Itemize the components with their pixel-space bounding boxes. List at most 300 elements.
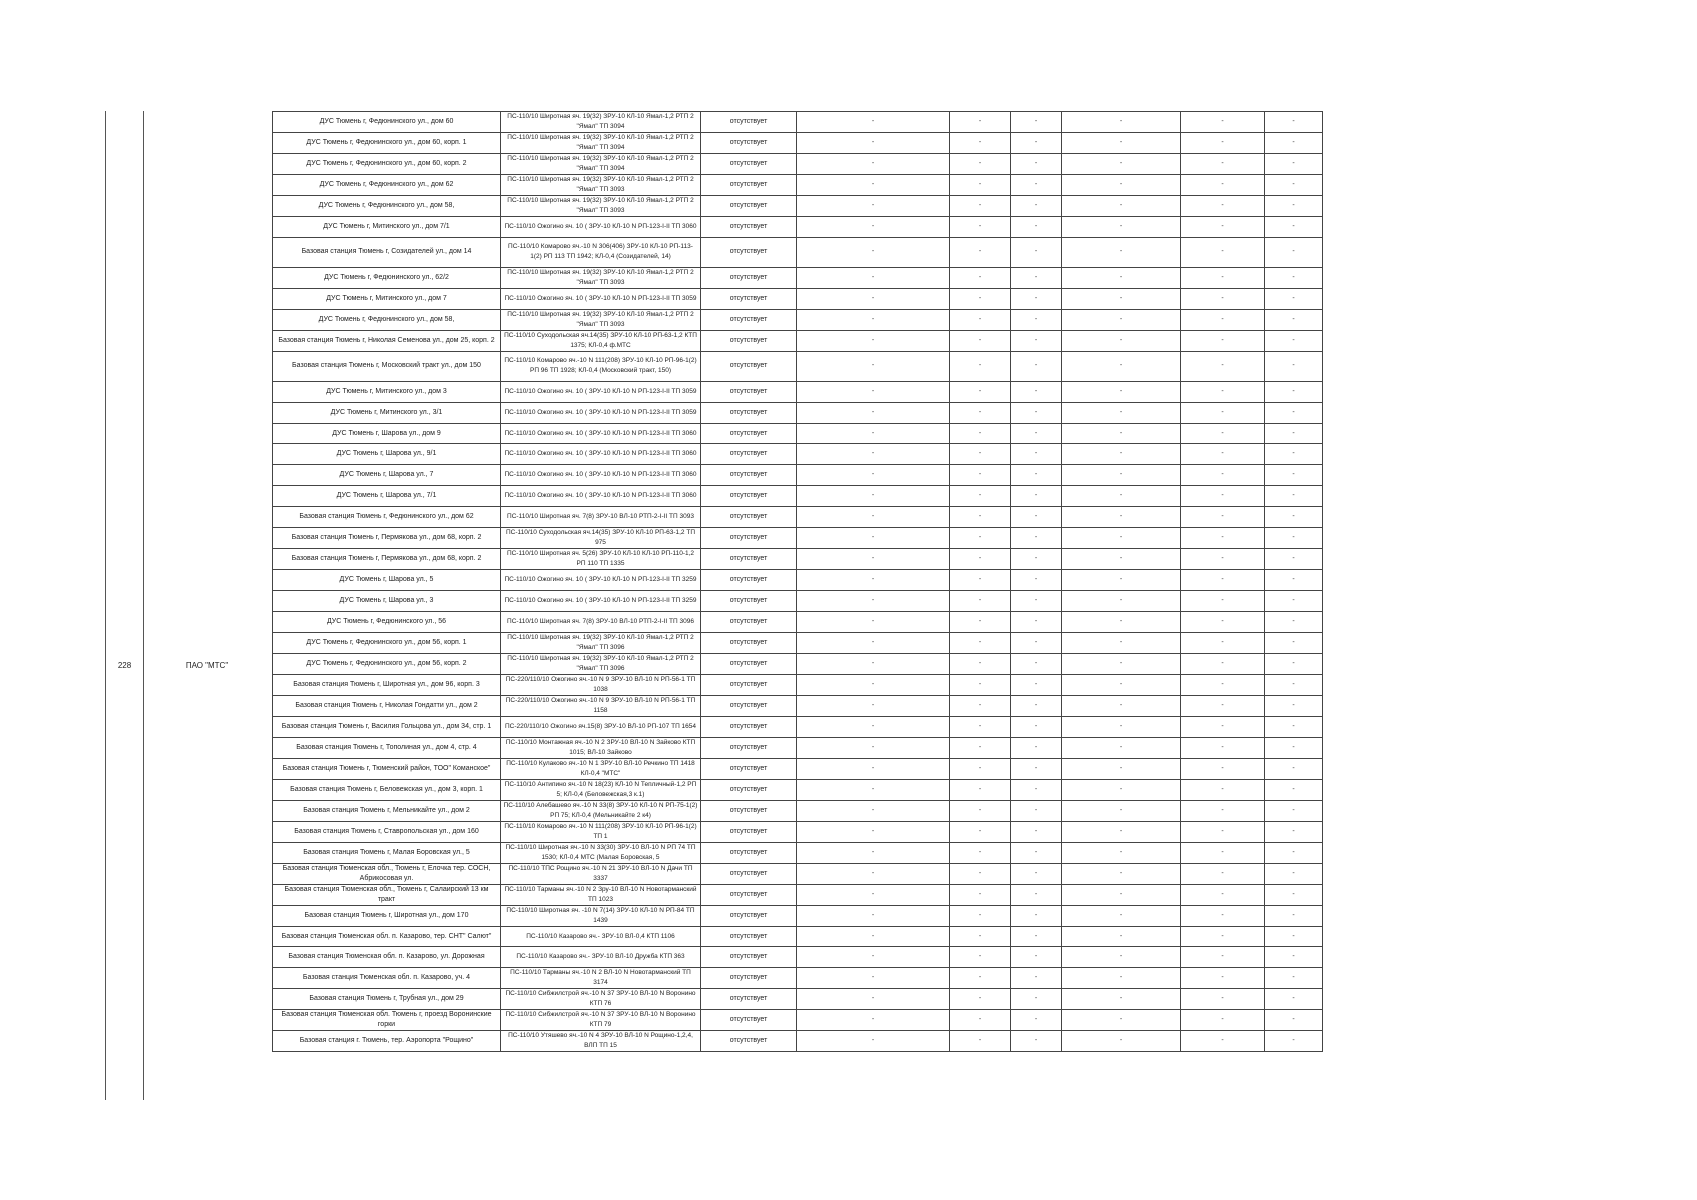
empty-value-cell: - bbox=[1181, 1031, 1265, 1052]
empty-value-cell: - bbox=[1011, 570, 1062, 591]
empty-value-cell: - bbox=[1011, 381, 1062, 402]
empty-value-cell: - bbox=[797, 486, 950, 507]
empty-value-cell: - bbox=[797, 196, 950, 217]
power-source-cell: ПС-110/10 Ожогино яч. 10 ( ЗРУ-10 КЛ-10 N РП-123-I-II ТП 3060 bbox=[501, 423, 701, 444]
empty-value-cell: - bbox=[950, 674, 1011, 695]
status-cell: отсутствует bbox=[701, 758, 797, 779]
empty-value-cell: - bbox=[797, 989, 950, 1010]
table-row bbox=[273, 926, 1323, 947]
empty-value-cell: - bbox=[1265, 821, 1323, 842]
empty-value-cell: - bbox=[1062, 590, 1181, 611]
power-source-cell: ПС-110/10 Суходольская яч.14(35) ЗРУ-10 КЛ-10 РП-63-1,2 ТП 975 bbox=[501, 528, 701, 549]
table-row bbox=[273, 330, 1323, 351]
empty-value-cell: - bbox=[1062, 267, 1181, 288]
power-source-cell: ПС-110/10 Широтная яч. 19(32) ЗРУ-10 КЛ-10 Ямал-1,2 РТП 2 "Ямал" ТП 3096 bbox=[501, 653, 701, 674]
empty-value-cell: - bbox=[950, 884, 1011, 905]
status-cell: отсутствует bbox=[701, 611, 797, 632]
table-row bbox=[273, 444, 1323, 465]
power-source-cell: ПС-110/10 Казарово яч.- ЗРУ-10 ВЛ-0,4 КТП 1106 bbox=[501, 926, 701, 947]
empty-value-cell: - bbox=[950, 549, 1011, 570]
empty-value-cell: - bbox=[1265, 590, 1323, 611]
empty-value-cell: - bbox=[1265, 351, 1323, 381]
power-source-cell: ПС-110/10 Широтная яч. -10 N 7(14) ЗРУ-10 КЛ-10 N РП-84 ТП 1439 bbox=[501, 905, 701, 926]
empty-value-cell: - bbox=[950, 611, 1011, 632]
empty-value-cell: - bbox=[1265, 968, 1323, 989]
empty-value-cell: - bbox=[1062, 351, 1181, 381]
empty-value-cell: - bbox=[797, 528, 950, 549]
empty-value-cell: - bbox=[950, 267, 1011, 288]
empty-value-cell: - bbox=[1062, 1031, 1181, 1052]
table-row bbox=[273, 1010, 1323, 1031]
empty-value-cell: - bbox=[1181, 758, 1265, 779]
status-cell: отсутствует bbox=[701, 905, 797, 926]
status-cell: отсутствует bbox=[701, 330, 797, 351]
empty-value-cell: - bbox=[1011, 549, 1062, 570]
empty-value-cell: - bbox=[1011, 863, 1062, 884]
status-cell: отсутствует bbox=[701, 112, 797, 133]
empty-value-cell: - bbox=[1011, 821, 1062, 842]
table-row bbox=[273, 905, 1323, 926]
connections-table bbox=[272, 111, 1323, 1052]
power-source-cell: ПС-110/10 Сибжилстрой яч.-10 N 37 ЗРУ-10 ВЛ-10 N Воронино КТП 76 bbox=[501, 989, 701, 1010]
table-row bbox=[273, 154, 1323, 175]
empty-value-cell: - bbox=[950, 423, 1011, 444]
status-cell: отсутствует bbox=[701, 674, 797, 695]
empty-value-cell: - bbox=[950, 154, 1011, 175]
empty-value-cell: - bbox=[797, 549, 950, 570]
empty-value-cell: - bbox=[1181, 217, 1265, 238]
table-row bbox=[273, 549, 1323, 570]
empty-value-cell: - bbox=[1181, 863, 1265, 884]
empty-value-cell: - bbox=[1265, 842, 1323, 863]
empty-value-cell: - bbox=[1062, 133, 1181, 154]
empty-value-cell: - bbox=[1062, 112, 1181, 133]
empty-value-cell: - bbox=[1181, 570, 1265, 591]
empty-value-cell: - bbox=[950, 112, 1011, 133]
status-cell: отсутствует bbox=[701, 154, 797, 175]
table-row bbox=[273, 351, 1323, 381]
table-row bbox=[273, 133, 1323, 154]
empty-value-cell: - bbox=[1265, 507, 1323, 528]
empty-value-cell: - bbox=[1011, 653, 1062, 674]
empty-value-cell: - bbox=[1011, 674, 1062, 695]
empty-value-cell: - bbox=[1011, 267, 1062, 288]
table-row bbox=[273, 402, 1323, 423]
empty-value-cell: - bbox=[1181, 444, 1265, 465]
empty-value-cell: - bbox=[1181, 716, 1265, 737]
empty-value-cell: - bbox=[1181, 330, 1265, 351]
status-cell: отсутствует bbox=[701, 486, 797, 507]
object-cell: ДУС Тюмень г, Митинского ул., дом 7/1 bbox=[273, 217, 501, 238]
empty-value-cell: - bbox=[1011, 611, 1062, 632]
status-cell: отсутствует bbox=[701, 465, 797, 486]
empty-value-cell: - bbox=[1062, 288, 1181, 309]
power-source-cell: ПС-110/10 Широтная яч. 19(32) ЗРУ-10 КЛ-10 Ямал-1,2 РТП 2 "Ямал" ТП 3093 bbox=[501, 196, 701, 217]
status-cell: отсутствует bbox=[701, 653, 797, 674]
empty-value-cell: - bbox=[1062, 465, 1181, 486]
empty-value-cell: - bbox=[1011, 758, 1062, 779]
status-cell: отсутствует bbox=[701, 947, 797, 968]
power-source-cell: ПС-110/10 Сибжилстрой яч.-10 N 37 ЗРУ-10 ВЛ-10 N Воронино КТП 79 bbox=[501, 1010, 701, 1031]
status-cell: отсутствует bbox=[701, 590, 797, 611]
empty-value-cell: - bbox=[1181, 800, 1265, 821]
empty-value-cell: - bbox=[1265, 632, 1323, 653]
empty-value-cell: - bbox=[1265, 175, 1323, 196]
empty-value-cell: - bbox=[950, 821, 1011, 842]
empty-value-cell: - bbox=[950, 905, 1011, 926]
table-row bbox=[273, 465, 1323, 486]
empty-value-cell: - bbox=[1181, 968, 1265, 989]
empty-value-cell: - bbox=[950, 288, 1011, 309]
power-source-cell: ПС-110/10 Тарманы яч.-10 N 2 Зру-10 ВЛ-10 N Новотарманский ТП 1023 bbox=[501, 884, 701, 905]
empty-value-cell: - bbox=[1011, 590, 1062, 611]
power-source-cell: ПС-110/10 Алебашево яч.-10 N 33(8) ЗРУ-10 КЛ-10 N РП-75-1(2) РП 75; КЛ-0,4 (Мельникайте 2 к4) bbox=[501, 800, 701, 821]
empty-value-cell: - bbox=[797, 507, 950, 528]
power-source-cell: ПС-110/10 Широтная яч. 19(32) ЗРУ-10 КЛ-10 Ямал-1,2 РТП 2 "Ямал" ТП 3094 bbox=[501, 154, 701, 175]
empty-value-cell: - bbox=[797, 237, 950, 267]
empty-value-cell: - bbox=[1011, 196, 1062, 217]
empty-value-cell: - bbox=[950, 507, 1011, 528]
empty-value-cell: - bbox=[950, 1010, 1011, 1031]
empty-value-cell: - bbox=[1062, 486, 1181, 507]
empty-value-cell: - bbox=[1011, 351, 1062, 381]
empty-value-cell: - bbox=[1265, 674, 1323, 695]
empty-value-cell: - bbox=[1265, 947, 1323, 968]
status-cell: отсутствует bbox=[701, 133, 797, 154]
status-cell: отсутствует bbox=[701, 237, 797, 267]
status-cell: отсутствует bbox=[701, 716, 797, 737]
empty-value-cell: - bbox=[1181, 267, 1265, 288]
object-cell: Базовая станция Тюмень г, Пермякова ул., дом 68, корп. 2 bbox=[273, 549, 501, 570]
empty-value-cell: - bbox=[1062, 381, 1181, 402]
empty-value-cell: - bbox=[1062, 674, 1181, 695]
empty-value-cell: - bbox=[1011, 989, 1062, 1010]
power-source-cell: ПС-110/10 Ожогино яч. 10 ( ЗРУ-10 КЛ-10 N РП-123-I-II ТП 3060 bbox=[501, 217, 701, 238]
status-cell: отсутствует bbox=[701, 863, 797, 884]
empty-value-cell: - bbox=[1062, 863, 1181, 884]
power-source-cell: ПС-110/10 Широтная яч. 7(8) ЗРУ-10 ВЛ-10 РТП-2-I-II ТП 3093 bbox=[501, 507, 701, 528]
table-row bbox=[273, 863, 1323, 884]
empty-value-cell: - bbox=[797, 905, 950, 926]
empty-value-cell: - bbox=[1181, 465, 1265, 486]
power-source-cell: ПС-110/10 Широтная яч. 5(26) ЗРУ-10 КЛ-10 КЛ-10 РП-110-1,2 РП 110 ТП 1335 bbox=[501, 549, 701, 570]
empty-value-cell: - bbox=[1011, 288, 1062, 309]
empty-value-cell: - bbox=[950, 351, 1011, 381]
object-cell: ДУС Тюмень г, Шарова ул., 7/1 bbox=[273, 486, 501, 507]
empty-value-cell: - bbox=[1265, 528, 1323, 549]
empty-value-cell: - bbox=[1062, 1010, 1181, 1031]
empty-value-cell: - bbox=[950, 758, 1011, 779]
status-cell: отсутствует bbox=[701, 444, 797, 465]
empty-value-cell: - bbox=[950, 863, 1011, 884]
empty-value-cell: - bbox=[1265, 465, 1323, 486]
empty-value-cell: - bbox=[1011, 884, 1062, 905]
empty-value-cell: - bbox=[1011, 444, 1062, 465]
empty-value-cell: - bbox=[1181, 842, 1265, 863]
empty-value-cell: - bbox=[950, 590, 1011, 611]
empty-value-cell: - bbox=[1265, 217, 1323, 238]
empty-value-cell: - bbox=[1181, 133, 1265, 154]
table-row bbox=[273, 486, 1323, 507]
status-cell: отсутствует bbox=[701, 570, 797, 591]
object-cell: Базовая станция Тюменская обл. п. Казарово, уч. 4 bbox=[273, 968, 501, 989]
table-row bbox=[273, 611, 1323, 632]
status-cell: отсутствует bbox=[701, 528, 797, 549]
power-source-cell: ПС-220/110/10 Ожогино яч.-10 N 9 ЗРУ-10 ВЛ-10 N РП-56-1 ТП 1038 bbox=[501, 674, 701, 695]
object-cell: ДУС Тюмень г, Федюнинского ул., дом 56, корп. 1 bbox=[273, 632, 501, 653]
empty-value-cell: - bbox=[797, 465, 950, 486]
empty-value-cell: - bbox=[1011, 133, 1062, 154]
empty-value-cell: - bbox=[797, 330, 950, 351]
empty-value-cell: - bbox=[1265, 237, 1323, 267]
object-cell: ДУС Тюмень г, Федюнинского ул., 56 bbox=[273, 611, 501, 632]
empty-value-cell: - bbox=[1062, 217, 1181, 238]
empty-value-cell: - bbox=[1265, 926, 1323, 947]
power-source-cell: ПС-110/10 Тарманы яч.-10 N 2 ВЛ-10 N Новотарманский ТП 3174 bbox=[501, 968, 701, 989]
object-cell: Базовая станция Тюмень г, Федюнинского ул., дом 62 bbox=[273, 507, 501, 528]
empty-value-cell: - bbox=[1062, 154, 1181, 175]
empty-value-cell: - bbox=[1265, 112, 1323, 133]
empty-value-cell: - bbox=[797, 863, 950, 884]
object-cell: Базовая станция Тюмень г, Ставропольская ул., дом 160 bbox=[273, 821, 501, 842]
empty-value-cell: - bbox=[797, 288, 950, 309]
record-number: 228 bbox=[117, 661, 132, 670]
empty-value-cell: - bbox=[1265, 905, 1323, 926]
table-row bbox=[273, 758, 1323, 779]
empty-value-cell: - bbox=[1181, 528, 1265, 549]
empty-value-cell: - bbox=[1265, 154, 1323, 175]
empty-value-cell: - bbox=[1181, 905, 1265, 926]
object-cell: ДУС Тюмень г, Шарова ул., 9/1 bbox=[273, 444, 501, 465]
empty-value-cell: - bbox=[797, 947, 950, 968]
empty-value-cell: - bbox=[1011, 112, 1062, 133]
object-cell: Базовая станция Тюменская обл. п. Казарово, ул. Дорожная bbox=[273, 947, 501, 968]
empty-value-cell: - bbox=[1181, 1010, 1265, 1031]
power-source-cell: ПС-110/10 Казарово яч.- ЗРУ-10 ВЛ-10 Дружба КТП 363 bbox=[501, 947, 701, 968]
empty-value-cell: - bbox=[797, 611, 950, 632]
table-row bbox=[273, 989, 1323, 1010]
empty-value-cell: - bbox=[950, 632, 1011, 653]
table-row bbox=[273, 947, 1323, 968]
status-cell: отсутствует bbox=[701, 402, 797, 423]
table-row bbox=[273, 674, 1323, 695]
object-cell: Базовая станция Тюмень г, Трубная ул., дом 29 bbox=[273, 989, 501, 1010]
table-row bbox=[273, 779, 1323, 800]
empty-value-cell: - bbox=[1011, 217, 1062, 238]
empty-value-cell: - bbox=[1062, 968, 1181, 989]
empty-value-cell: - bbox=[1265, 779, 1323, 800]
empty-value-cell: - bbox=[950, 465, 1011, 486]
power-source-cell: ПС-220/110/10 Ожогино яч.-10 N 9 ЗРУ-10 ВЛ-10 N РП-56-1 ТП 1158 bbox=[501, 695, 701, 716]
empty-value-cell: - bbox=[1265, 444, 1323, 465]
empty-value-cell: - bbox=[797, 884, 950, 905]
left-border-line-2 bbox=[143, 111, 144, 1100]
status-cell: отсутствует bbox=[701, 175, 797, 196]
object-cell: ДУС Тюмень г, Федюнинского ул., дом 60 bbox=[273, 112, 501, 133]
power-source-cell: ПС-110/10 Ожогино яч. 10 ( ЗРУ-10 КЛ-10 N РП-123-I-II ТП 3060 bbox=[501, 444, 701, 465]
empty-value-cell: - bbox=[1062, 926, 1181, 947]
object-cell: ДУС Тюмень г, Митинского ул., 3/1 bbox=[273, 402, 501, 423]
empty-value-cell: - bbox=[1062, 611, 1181, 632]
empty-value-cell: - bbox=[950, 330, 1011, 351]
status-cell: отсутствует bbox=[701, 989, 797, 1010]
status-cell: отсутствует bbox=[701, 1010, 797, 1031]
empty-value-cell: - bbox=[1011, 402, 1062, 423]
table-row bbox=[273, 1031, 1323, 1052]
status-cell: отсутствует bbox=[701, 737, 797, 758]
empty-value-cell: - bbox=[1265, 309, 1323, 330]
empty-value-cell: - bbox=[1062, 549, 1181, 570]
object-cell: Базовая станция Тюмень г, Николая Семенова ул., дом 25, корп. 2 bbox=[273, 330, 501, 351]
object-cell: Базовая станция Тюмень г, Созидателей ул., дом 14 bbox=[273, 237, 501, 267]
empty-value-cell: - bbox=[1181, 590, 1265, 611]
object-cell: ДУС Тюмень г, Федюнинского ул., дом 62 bbox=[273, 175, 501, 196]
empty-value-cell: - bbox=[950, 989, 1011, 1010]
table-row bbox=[273, 968, 1323, 989]
empty-value-cell: - bbox=[1011, 309, 1062, 330]
empty-value-cell: - bbox=[1062, 570, 1181, 591]
status-cell: отсутствует bbox=[701, 288, 797, 309]
empty-value-cell: - bbox=[1011, 842, 1062, 863]
empty-value-cell: - bbox=[1265, 549, 1323, 570]
empty-value-cell: - bbox=[1062, 695, 1181, 716]
empty-value-cell: - bbox=[1181, 926, 1265, 947]
empty-value-cell: - bbox=[1265, 695, 1323, 716]
empty-value-cell: - bbox=[1181, 653, 1265, 674]
table-row bbox=[273, 267, 1323, 288]
empty-value-cell: - bbox=[950, 695, 1011, 716]
power-source-cell: ПС-110/10 Кулаково яч.-10 N 1 ЗРУ-10 ВЛ-10 Речкино ТП 1418 КЛ-0,4 "МТС" bbox=[501, 758, 701, 779]
empty-value-cell: - bbox=[950, 309, 1011, 330]
empty-value-cell: - bbox=[797, 217, 950, 238]
empty-value-cell: - bbox=[1265, 989, 1323, 1010]
empty-value-cell: - bbox=[950, 716, 1011, 737]
empty-value-cell: - bbox=[1265, 402, 1323, 423]
empty-value-cell: - bbox=[1062, 779, 1181, 800]
object-cell: Базовая станция г. Тюмень, тер. Аэропорта "Рощино" bbox=[273, 1031, 501, 1052]
power-source-cell: ПС-110/10 Комарово яч.-10 N 111(208) ЗРУ-10 КЛ-10 РП-96-1(2) РП 96 ТП 1928; КЛ-0,4 (Московский тракт, 150) bbox=[501, 351, 701, 381]
status-cell: отсутствует bbox=[701, 1031, 797, 1052]
empty-value-cell: - bbox=[1181, 611, 1265, 632]
empty-value-cell: - bbox=[1181, 695, 1265, 716]
table-row bbox=[273, 632, 1323, 653]
empty-value-cell: - bbox=[1181, 821, 1265, 842]
empty-value-cell: - bbox=[1181, 507, 1265, 528]
status-cell: отсутствует bbox=[701, 423, 797, 444]
object-cell: Базовая станция Тюмень г, Мельникайте ул., дом 2 bbox=[273, 800, 501, 821]
status-cell: отсутствует bbox=[701, 309, 797, 330]
empty-value-cell: - bbox=[1181, 423, 1265, 444]
table-row bbox=[273, 507, 1323, 528]
empty-value-cell: - bbox=[797, 309, 950, 330]
power-source-cell: ПС-110/10 Широтная яч. 19(32) ЗРУ-10 КЛ-10 Ямал-1,2 РТП 2 "Ямал" ТП 3093 bbox=[501, 309, 701, 330]
object-cell: ДУС Тюмень г, Федюнинского ул., дом 60, корп. 2 bbox=[273, 154, 501, 175]
empty-value-cell: - bbox=[1181, 947, 1265, 968]
empty-value-cell: - bbox=[1265, 288, 1323, 309]
power-source-cell: ПС-110/10 Широтная яч. 19(32) ЗРУ-10 КЛ-10 Ямал-1,2 РТП 2 "Ямал" ТП 3094 bbox=[501, 112, 701, 133]
object-cell: ДУС Тюмень г, Шарова ул., 7 bbox=[273, 465, 501, 486]
object-cell: ДУС Тюмень г, Федюнинского ул., дом 58, bbox=[273, 196, 501, 217]
object-cell: Базовая станция Тюмень г, Беловежская ул., дом 3, корп. 1 bbox=[273, 779, 501, 800]
empty-value-cell: - bbox=[1265, 758, 1323, 779]
empty-value-cell: - bbox=[1181, 196, 1265, 217]
empty-value-cell: - bbox=[1062, 737, 1181, 758]
object-cell: Базовая станция Тюменская обл. п. Казарово, тер. СНТ" Салют" bbox=[273, 926, 501, 947]
empty-value-cell: - bbox=[797, 423, 950, 444]
power-source-cell: ПС-110/10 Ожогино яч. 10 ( ЗРУ-10 КЛ-10 N РП-123-I-II ТП 3059 bbox=[501, 402, 701, 423]
empty-value-cell: - bbox=[950, 381, 1011, 402]
table-row bbox=[273, 590, 1323, 611]
status-cell: отсутствует bbox=[701, 196, 797, 217]
empty-value-cell: - bbox=[1181, 884, 1265, 905]
power-source-cell: ПС-110/10 Широтная яч. 19(32) ЗРУ-10 КЛ-10 Ямал-1,2 РТП 2 "Ямал" ТП 3096 bbox=[501, 632, 701, 653]
empty-value-cell: - bbox=[1181, 309, 1265, 330]
empty-value-cell: - bbox=[950, 800, 1011, 821]
power-source-cell: ПС-110/10 Широтная яч. 7(8) ЗРУ-10 ВЛ-10 РТП-2-I-II ТП 3096 bbox=[501, 611, 701, 632]
object-cell: Базовая станция Тюмень г, Николая Гондатти ул., дом 2 bbox=[273, 695, 501, 716]
table-row bbox=[273, 716, 1323, 737]
empty-value-cell: - bbox=[797, 716, 950, 737]
empty-value-cell: - bbox=[1181, 288, 1265, 309]
power-source-cell: ПС-110/10 Комарово яч.-10 N 111(208) ЗРУ-10 КЛ-10 РП-96-1(2) ТП 1 bbox=[501, 821, 701, 842]
table-row bbox=[273, 423, 1323, 444]
table-row bbox=[273, 695, 1323, 716]
empty-value-cell: - bbox=[950, 444, 1011, 465]
empty-value-cell: - bbox=[1265, 1031, 1323, 1052]
empty-value-cell: - bbox=[1181, 112, 1265, 133]
empty-value-cell: - bbox=[797, 381, 950, 402]
status-cell: отсутствует bbox=[701, 695, 797, 716]
empty-value-cell: - bbox=[1062, 716, 1181, 737]
empty-value-cell: - bbox=[1011, 632, 1062, 653]
empty-value-cell: - bbox=[797, 570, 950, 591]
empty-value-cell: - bbox=[1011, 528, 1062, 549]
empty-value-cell: - bbox=[1265, 737, 1323, 758]
status-cell: отсутствует bbox=[701, 968, 797, 989]
empty-value-cell: - bbox=[1011, 695, 1062, 716]
organization-name: ПАО "МТС" bbox=[185, 661, 229, 670]
table-row bbox=[273, 309, 1323, 330]
empty-value-cell: - bbox=[950, 217, 1011, 238]
empty-value-cell: - bbox=[1011, 423, 1062, 444]
object-cell: Базовая станция Тюмень г, Тополиная ул., дом 4, стр. 4 bbox=[273, 737, 501, 758]
empty-value-cell: - bbox=[950, 1031, 1011, 1052]
empty-value-cell: - bbox=[950, 737, 1011, 758]
empty-value-cell: - bbox=[1062, 196, 1181, 217]
empty-value-cell: - bbox=[1181, 175, 1265, 196]
status-cell: отсутствует bbox=[701, 884, 797, 905]
power-source-cell: ПС-220/110/10 Ожогино яч.15(8) ЗРУ-10 ВЛ-10 РП-107 ТП 1654 bbox=[501, 716, 701, 737]
table-row bbox=[273, 842, 1323, 863]
empty-value-cell: - bbox=[797, 112, 950, 133]
empty-value-cell: - bbox=[1011, 486, 1062, 507]
empty-value-cell: - bbox=[950, 237, 1011, 267]
empty-value-cell: - bbox=[797, 800, 950, 821]
empty-value-cell: - bbox=[1011, 779, 1062, 800]
table-row bbox=[273, 884, 1323, 905]
object-cell: ДУС Тюмень г, Федюнинского ул., дом 58, bbox=[273, 309, 501, 330]
empty-value-cell: - bbox=[950, 653, 1011, 674]
object-cell: Базовая станция Тюменская обл. Тюмень г, проезд Воронинские горки bbox=[273, 1010, 501, 1031]
object-cell: Базовая станция Тюмень г, Тюменский район, ТОО" Команское" bbox=[273, 758, 501, 779]
object-cell: Базовая станция Тюмень г, Василия Гольцова ул., дом 34, стр. 1 bbox=[273, 716, 501, 737]
status-cell: отсутствует bbox=[701, 842, 797, 863]
empty-value-cell: - bbox=[1181, 674, 1265, 695]
object-cell: ДУС Тюмень г, Шарова ул., 3 bbox=[273, 590, 501, 611]
table-row bbox=[273, 237, 1323, 267]
empty-value-cell: - bbox=[797, 590, 950, 611]
empty-value-cell: - bbox=[1011, 905, 1062, 926]
